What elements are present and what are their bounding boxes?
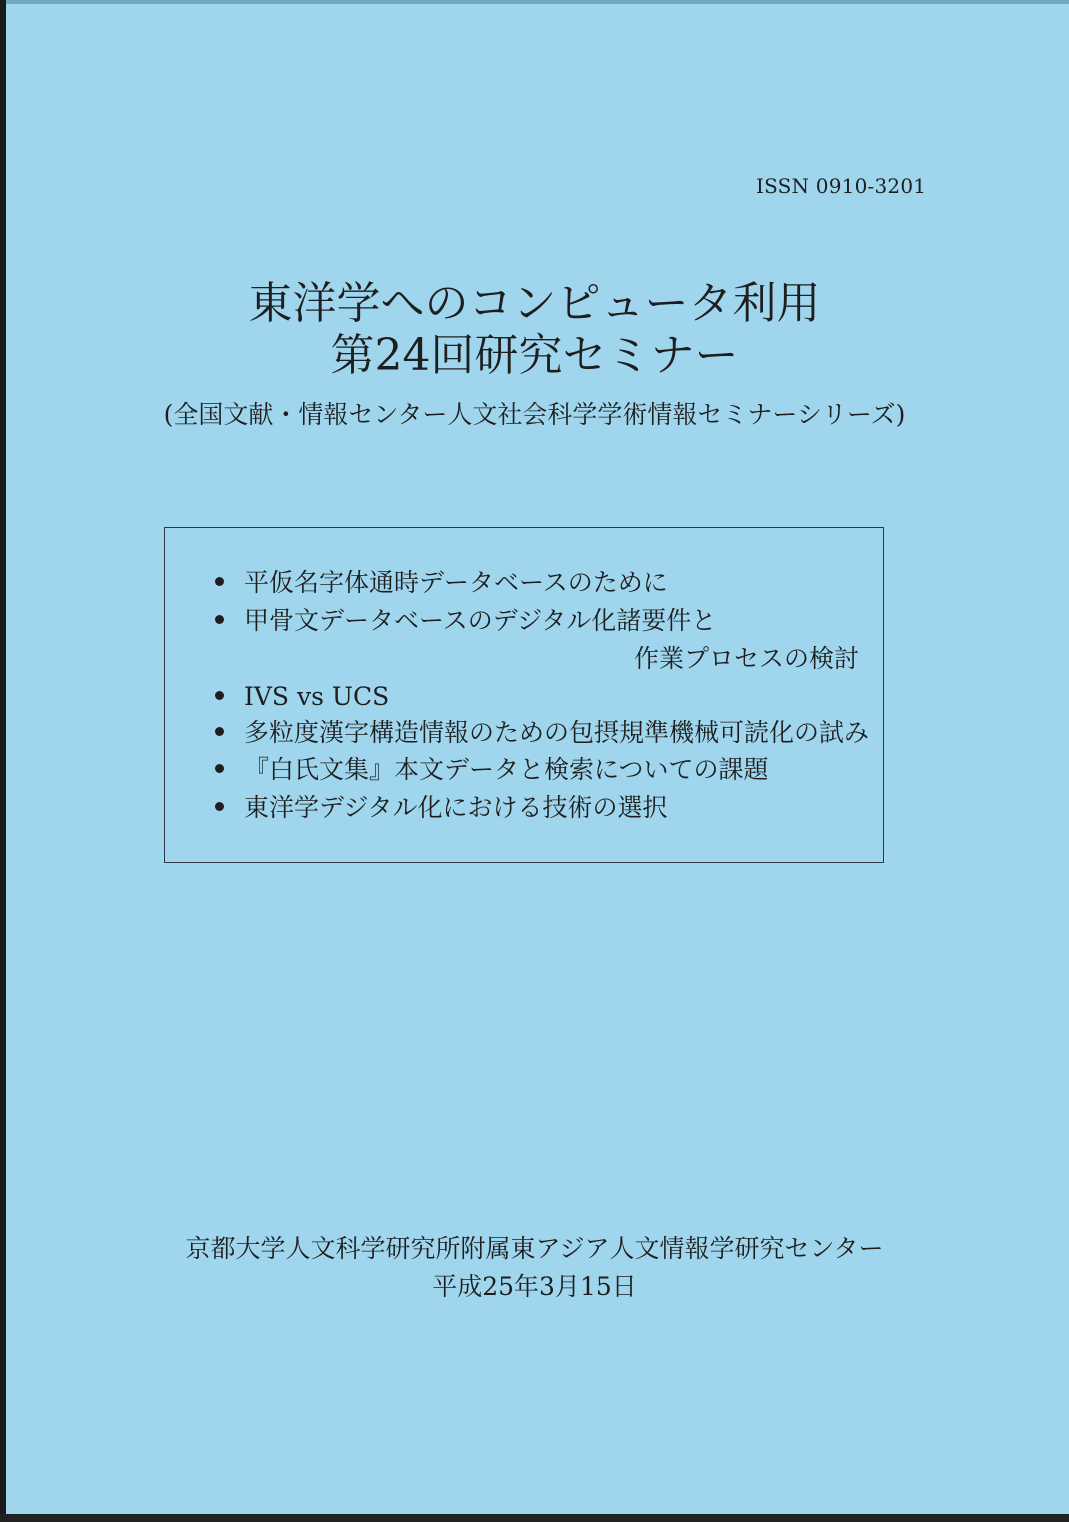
issn-number: ISSN 0910-3201 — [756, 174, 927, 198]
bullet-icon — [215, 802, 224, 811]
publisher: 京都大学人文科学研究所附属東アジア人文情報学研究センター — [185, 1234, 884, 1263]
cover-top-edge — [0, 0, 1069, 4]
contents-item — [215, 680, 389, 714]
contents-item-continuation: 作業プロセスの検討 — [633, 644, 859, 673]
title-line-1: 東洋学へのコンピュータ利用 — [248, 278, 821, 329]
cover-bottom-edge — [0, 1514, 1069, 1522]
contents-item-text: 東洋学デジタル化における技術の選択 — [244, 793, 668, 822]
contents-item — [215, 753, 769, 787]
contents-item-text: 多粒度漢字構造情報のための包摂規準機械可読化の試み — [244, 718, 870, 747]
contents-item — [215, 604, 716, 638]
contents-box — [164, 527, 884, 863]
bullet-icon — [215, 577, 224, 586]
title-line-2: 第24回研究セミナー — [330, 330, 739, 381]
contents-item — [215, 791, 668, 825]
contents-item-text: 甲骨文データベースのデジタル化諸要件と — [244, 606, 717, 635]
bullet-icon — [215, 691, 224, 700]
bullet-icon — [215, 764, 224, 773]
contents-item-text: 『白氏文集』本文データと検索についての課題 — [244, 755, 769, 784]
bullet-icon — [215, 615, 224, 624]
contents-item-text: IVS vs UCS — [244, 682, 390, 711]
contents-item — [215, 566, 668, 600]
series-subtitle: (全国文献・情報センター人文社会科学学術情報セミナーシリーズ) — [163, 400, 906, 429]
bullet-icon — [215, 727, 224, 736]
publication-date: 平成25年3月15日 — [432, 1272, 637, 1301]
contents-item-text: 平仮名字体通時データベースのために — [244, 568, 668, 597]
contents-item — [215, 716, 869, 750]
